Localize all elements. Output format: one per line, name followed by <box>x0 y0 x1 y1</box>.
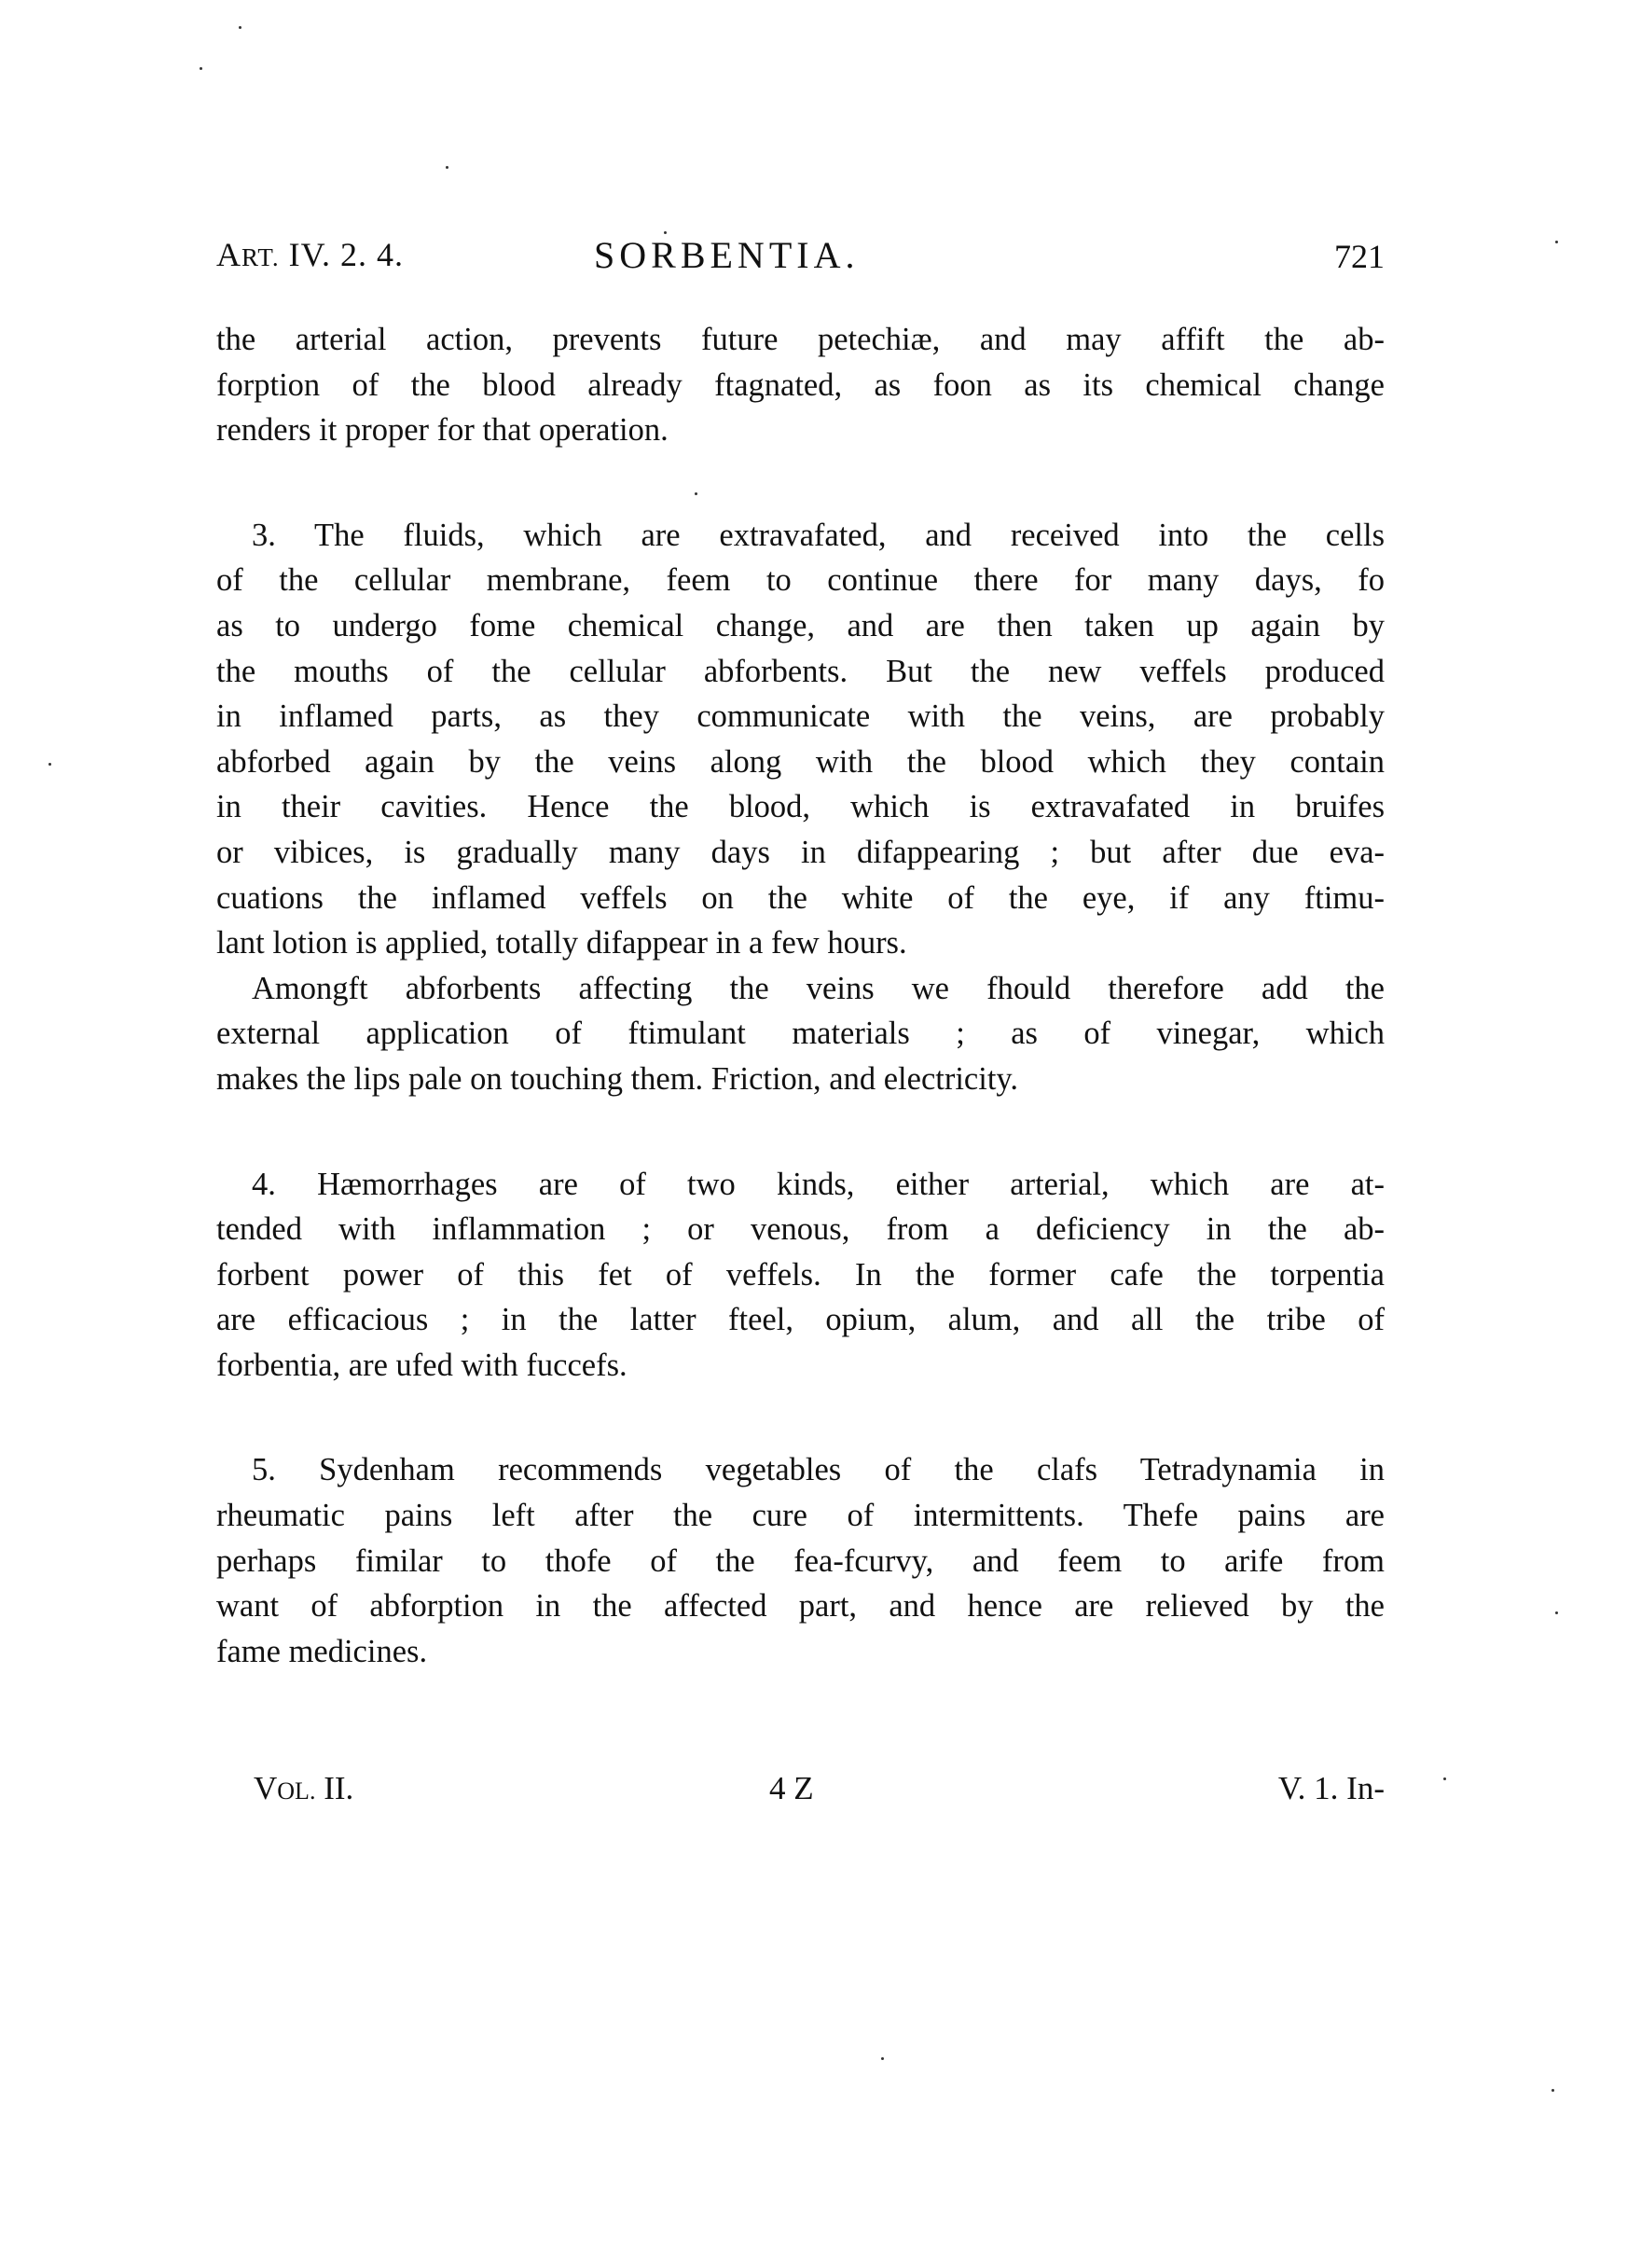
page-footer <box>216 1770 1385 1817</box>
text-line: external application of ftimulant materials ; as of vinegar, which <box>216 1016 1385 1052</box>
text-line: forption of the blood already ftagnated, as foon as its chemical change <box>216 366 1385 403</box>
text-line: in inflamed parts, as they communicate with the veins, are probably <box>216 698 1385 735</box>
text-line: Amongft abforbents affecting the veins we fhould therefore add the <box>252 970 1385 1006</box>
paragraph-3 <box>216 513 1385 966</box>
paragraph-4 <box>216 1162 1385 1389</box>
paragraph-continuation <box>216 317 1385 453</box>
text-line: abforbed again by the veins along with the blood which they contain <box>216 743 1385 780</box>
text-line: renders it proper for that operation. <box>216 412 669 449</box>
text-line: want of abforption in the affected part, and hence are relieved by the <box>216 1588 1385 1625</box>
text-line: makes the lips pale on touching them. Friction, and electricity. <box>216 1060 1019 1097</box>
text-line: 3. The fluids, which are extravafated, and received into the cells <box>252 517 1385 553</box>
scan-speck <box>48 763 51 766</box>
paragraph-3-continued <box>216 966 1385 1102</box>
text-line: the mouths of the cellular abforbents. But the new veffels produced <box>216 653 1385 689</box>
volume-prefix: V <box>254 1770 278 1806</box>
paragraph-gap <box>216 1102 1385 1162</box>
scan-speck <box>200 67 202 70</box>
scan-speck <box>664 231 667 234</box>
article-reference <box>216 235 404 274</box>
text-line: fame medicines. <box>216 1633 428 1669</box>
text-line: cuations the inflamed veffels on the white of the eye, if any ftimu- <box>216 879 1385 916</box>
text-line: rheumatic pains left after the cure of intermittents. Thefe pains are <box>216 1498 1385 1534</box>
scan-speck <box>446 166 448 169</box>
article-ref-prefix: A <box>216 236 241 273</box>
text-line: of the cellular membrane, feem to continue there for many days, fo <box>216 562 1385 599</box>
article-ref-rest: IV. 2. 4. <box>279 236 404 273</box>
text-line: tended with inflammation ; or venous, from a deficiency in the ab- <box>216 1211 1385 1248</box>
text-line: or vibices, is gradually many days in difappearing ; but after due eva- <box>216 834 1385 870</box>
volume-rest: II. <box>315 1770 354 1806</box>
paragraph-gap <box>216 453 1385 513</box>
text-line: forbentia, are ufed with fuccefs. <box>216 1347 627 1383</box>
volume-smallcaps: OL. <box>277 1777 316 1805</box>
scan-speck <box>881 2057 884 2060</box>
page-body <box>216 317 1385 1674</box>
paragraph-5 <box>216 1447 1385 1674</box>
scan-speck <box>1443 1777 1446 1780</box>
scan-speck <box>239 26 241 29</box>
article-ref-smallcaps: RT. <box>241 243 280 271</box>
running-title: SORBENTIA. <box>594 234 860 276</box>
scan-speck <box>695 492 697 495</box>
text-line: the arterial action, prevents future petechiæ, and may affift the ab- <box>216 322 1385 357</box>
text-line: lant lotion is applied, totally difappear in a few hours. <box>216 925 907 961</box>
text-line: 5. Sydenham recommends vegetables of the clafs Tetradynamia in <box>252 1452 1385 1488</box>
text-line: perhaps fimilar to thofe of the fea-fcurvy, and feem to arife from <box>216 1542 1385 1579</box>
scan-speck <box>1551 2089 1554 2092</box>
signature-mark: 4 Z <box>769 1770 814 1806</box>
paragraph-gap <box>216 1388 1385 1447</box>
running-header <box>216 235 1385 291</box>
scan-speck <box>1555 1611 1558 1614</box>
text-line: are efficacious ; in the latter fteel, opium, alum, and all the tribe of <box>216 1302 1385 1338</box>
text-line: 4. Hæmorrhages are of two kinds, either arterial, which are at- <box>252 1166 1385 1202</box>
text-line: forbent power of this fet of veffels. In the former cafe the torpentia <box>216 1256 1385 1293</box>
page-number: 721 <box>1334 238 1385 275</box>
text-line: in their cavities. Hence the blood, which is extravafated in bruifes <box>216 789 1385 825</box>
text-line: as to undergo fome chemical change, and are then taken up again by <box>216 607 1385 643</box>
catchword: V. 1. In- <box>1277 1770 1385 1806</box>
scan-speck <box>1555 241 1558 243</box>
volume-label <box>254 1770 353 1807</box>
